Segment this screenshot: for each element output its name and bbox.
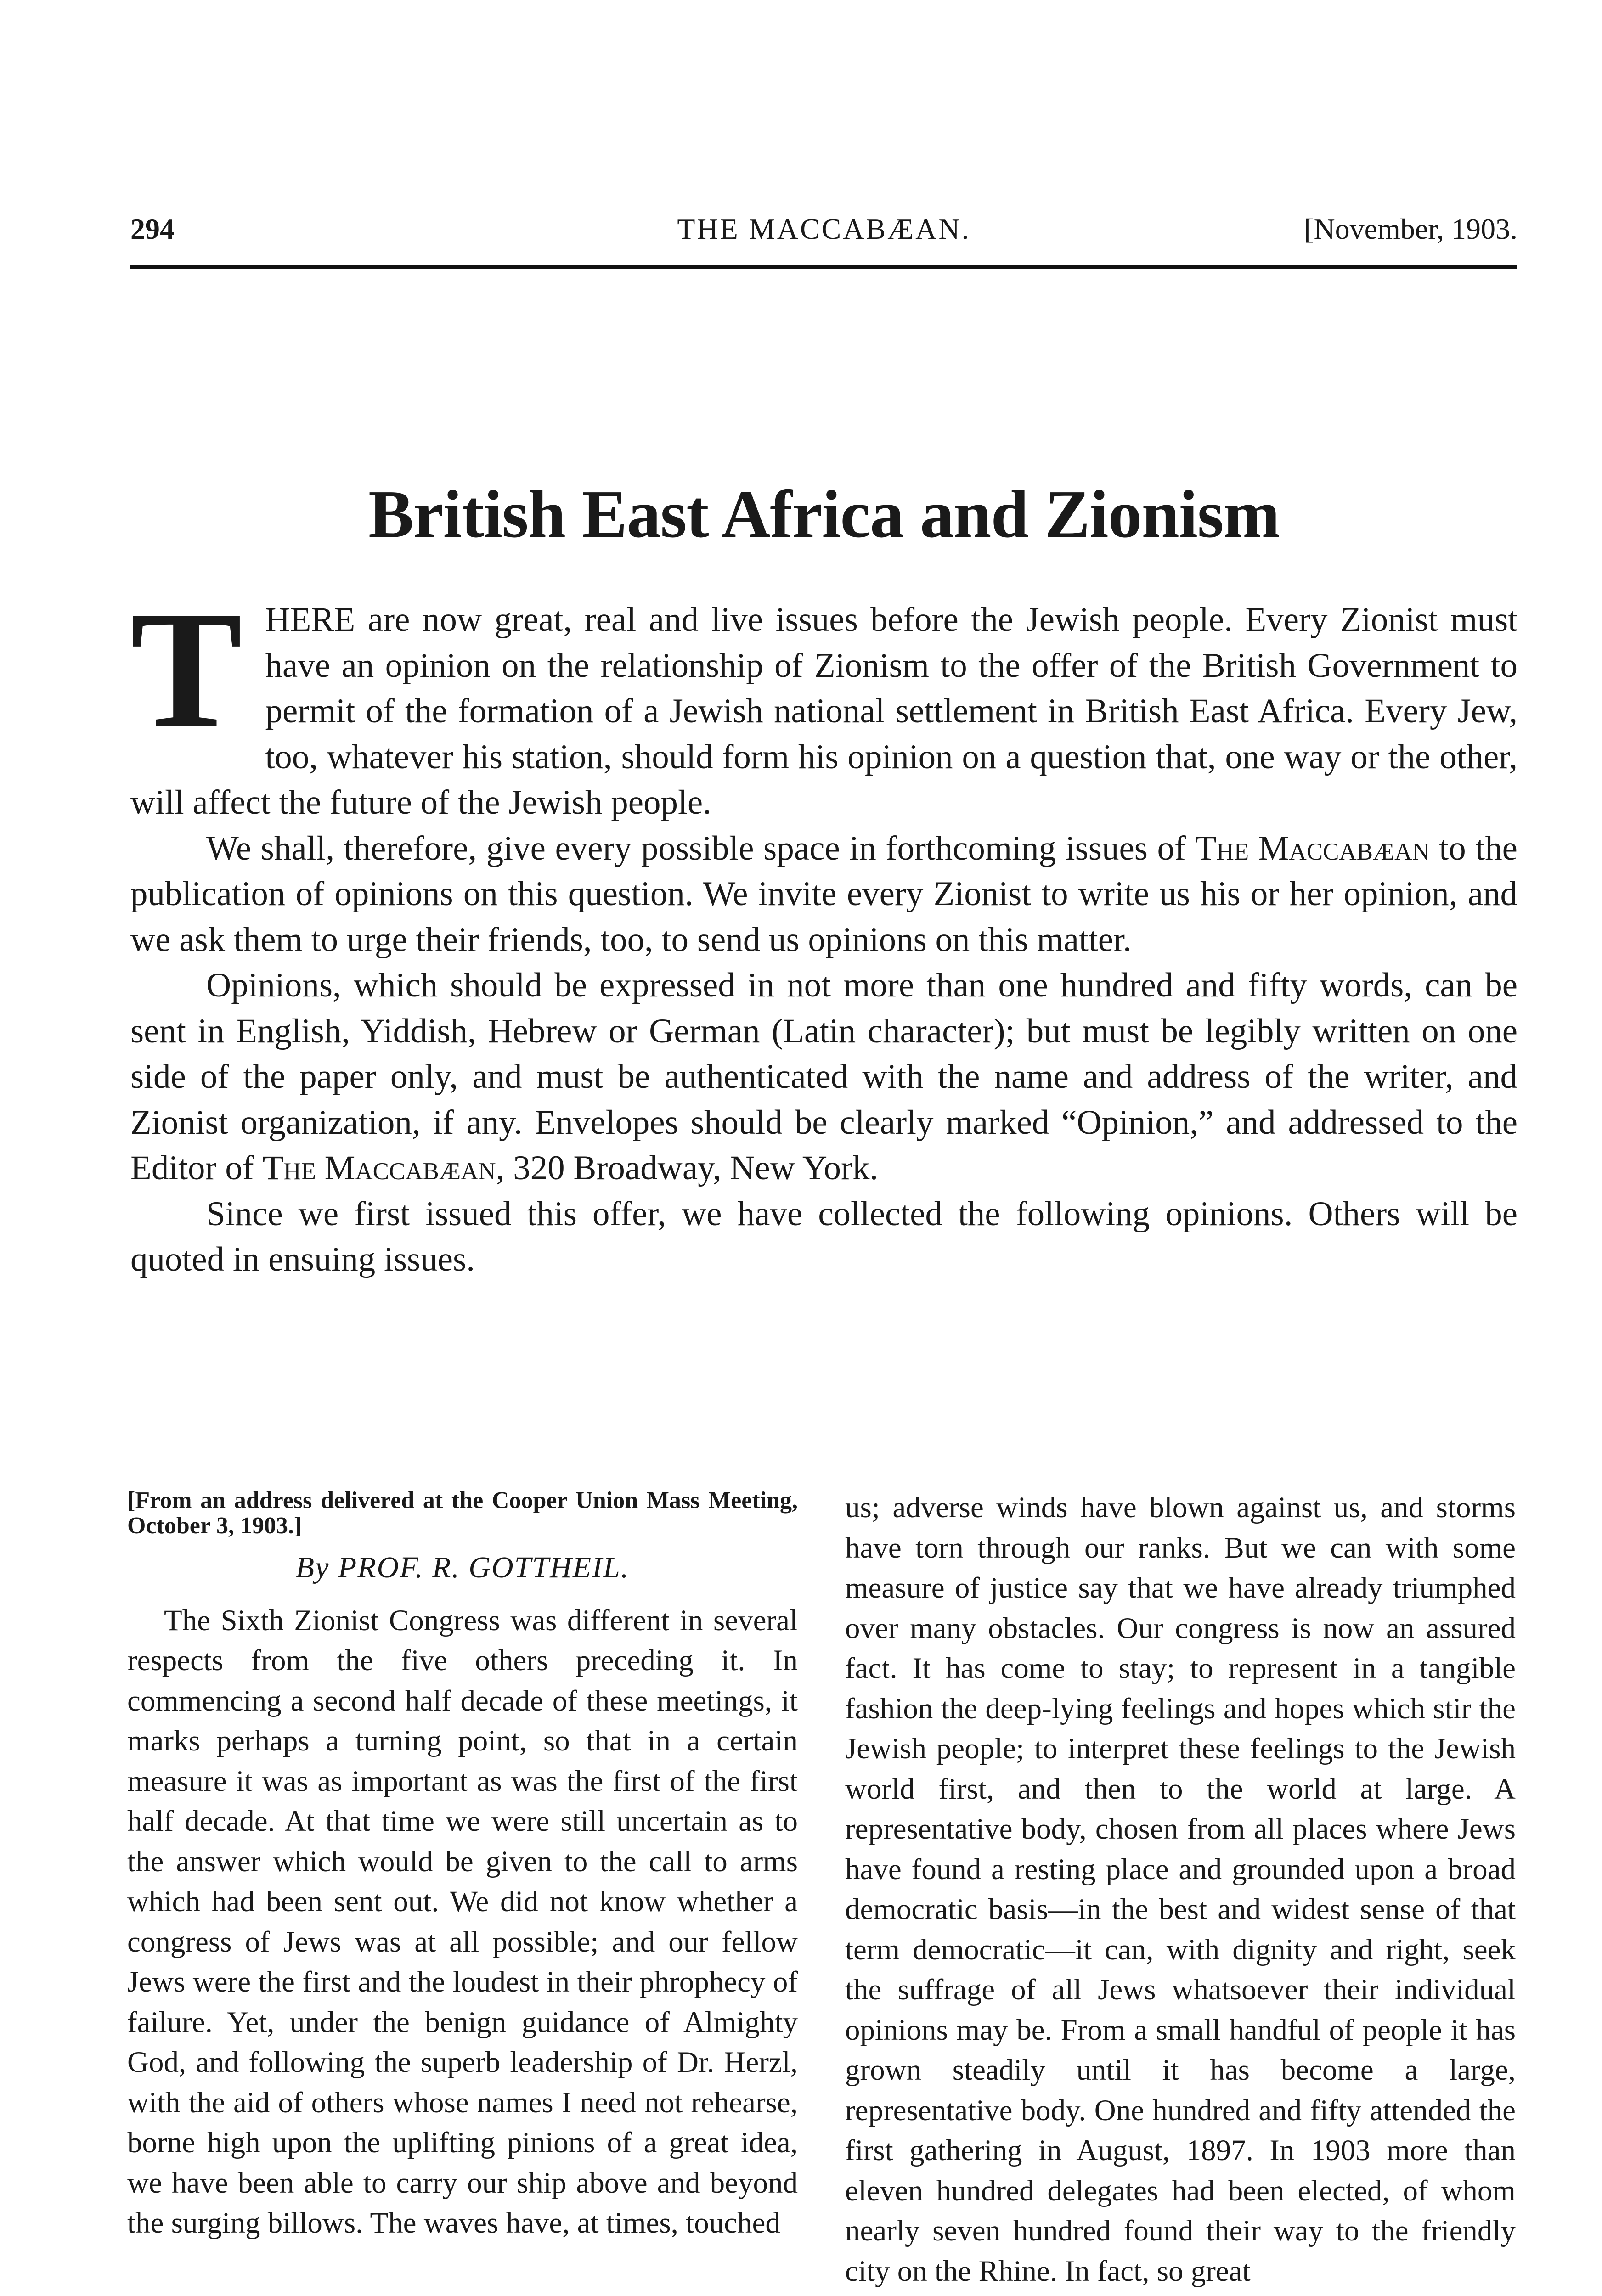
intro-paragraph-2-a: We shall, therefore, give every possible space in forthcoming issues of [206,829,1196,867]
publication-name: The Maccabæan [262,1149,496,1187]
opinion-text-right: us; adverse winds have blown against us, and storms have torn through our ranks. But we can with some measure of justice say that we have already triumphed over many obstacles. Our congress is now an assured fact. It has come to stay; to represent in a tangible fashion the deep-lying feelings and hopes which stir the Jewish people; to interpret these feelings to the Jewish world first, and then to the world at large. A representative body, chosen from all places where Jews have found a resting place and grounded upon a broad democratic basis—in the best and widest sense of that term democratic—it can, with dignity and right, seek the suffrage of all Jews whatsoever their individual opinions may be. From a small handful of people it has grown steadily until it has become a large, representative body. One hundred and fifty attended the first gathering in August, 1897. In 1903 more than eleven hundred delegates had been elected, of whom nearly seven hundred found their way to the friendly city on the Rhine. In fact, so great [845,1491,1516,2288]
column-left [127,1488,798,2244]
intro-paragraph-1 [130,576,1517,826]
intro-paragraph-2-b: to the publication of opinions on this question. We invite every Zionist to write us his or her opinion, and we ask them to urge their friends, too, to send us opinions on this matter. [130,829,1517,959]
drop-cap: T [130,576,243,762]
intro-paragraph-1-text: HERE are now great, real and live issues before the Jewish people. Every Zionist must have an opinion on the relationship of Zionism to the offer of the British Government to permit of the formation of a Jewish national settlement in British East Africa. Every Jew, too, whatever his station, should form his opinion on a question that, one way or the other, will affect the future of the Jewish people. [130,601,1517,822]
intro-paragraph-3 [130,962,1517,1191]
issue-date: [November, 1903. [1304,213,1517,245]
publication-name: The Maccabæan [1195,829,1430,867]
byline: By PROF. R. GOTTHEIL. [295,1551,630,1584]
publication-title: THE MACCABÆAN. [677,213,971,245]
running-header [130,212,1517,258]
intro-paragraph-2 [130,826,1517,963]
header-rule [130,265,1517,269]
intro-paragraph-3-a: Opinions, which should be expressed in not more than one hundred and fifty words, can be sent in English, Yiddish, Hebrew or German (Latin character); but must be legibly written on one side of the paper only, and must be authenticated with the name and address of the writer, and Zionist organization, if any. Envelopes should be clearly marked “Opinion,” and addressed to the Editor of [130,966,1517,1187]
page-number: 294 [130,213,175,245]
article-title: British East Africa and Zionism [368,477,1280,552]
intro-paragraph-3-b: , 320 Broadway, New York. [496,1149,879,1187]
source-note: [From an address delivered at the Cooper Union Mass Meeting, October 3, 1903.] [127,1487,798,1539]
column-right [845,1488,1516,2291]
article-intro [130,576,1517,1283]
intro-paragraph-4: Since we first issued this offer, we have collected the following opinions. Others will be quoted in ensuing issues. [130,1194,1517,1278]
opinion-text-left: The Sixth Zionist Congress was different in several respects from the five others preceding it. In commencing a second half decade of these meetings, it marks perhaps a turning point, so that in a certain measure it was as important as was the first of the first half decade. At that time we were still uncertain as to the answer which would be given to the call to arms which had been sent out. We did not know whether a congress of Jews was at all possible; and our fellow Jews were the first and the loudest in their phrophecy of failure. Yet, under the benign guidance of Almighty God, and following the superb leadership of Dr. Herzl, with the aid of others whose names I need not rehearse, borne high upon the uplifting pinions of a great idea, we have been able to carry our ship above and beyond the surging billows. The waves have, at times, touched [127,1604,798,2240]
